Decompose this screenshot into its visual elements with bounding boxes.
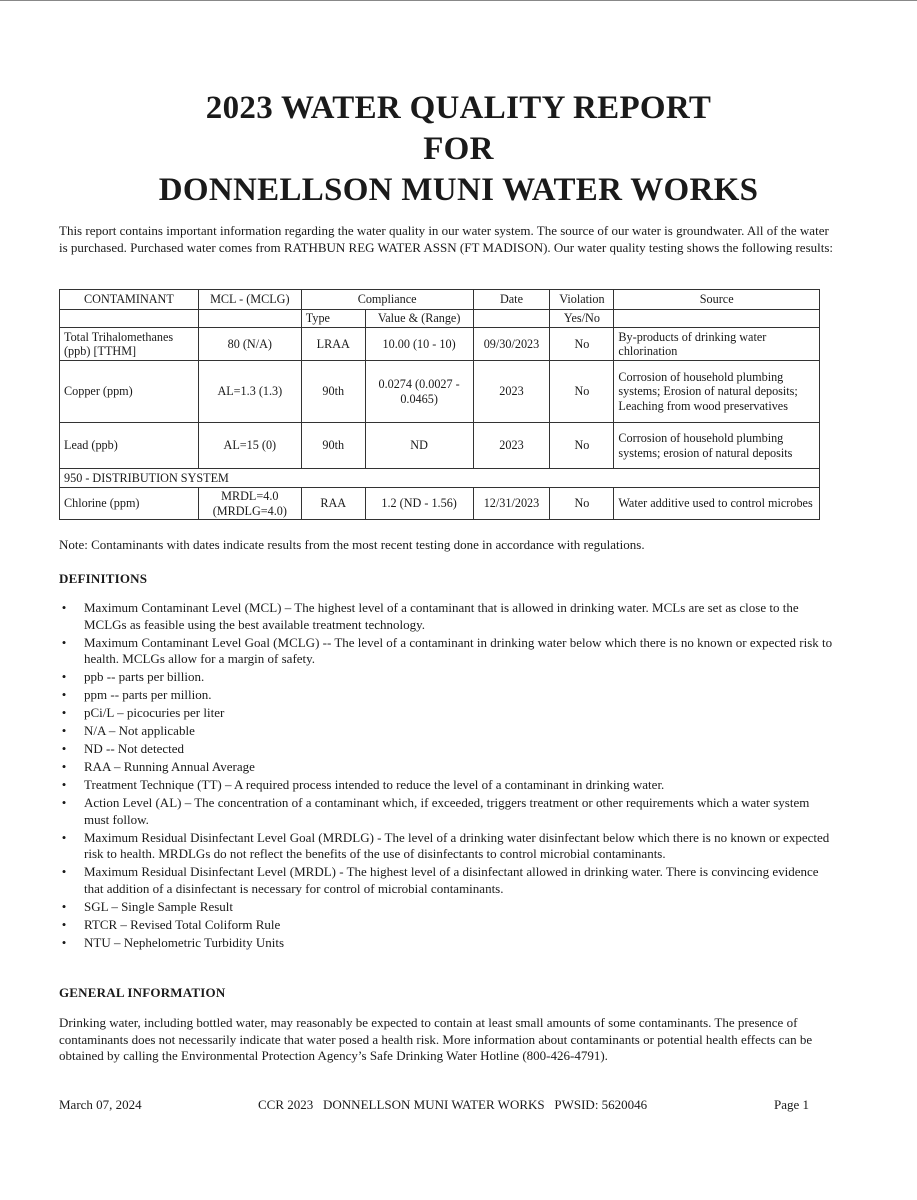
- table-header-row: [60, 290, 820, 310]
- cell-value: ND: [365, 423, 473, 469]
- cell-type: 90th: [301, 423, 365, 469]
- definition-text: N/A – Not applicable: [84, 723, 195, 738]
- list-item: [59, 669, 834, 686]
- subheader-value: Value & (Range): [365, 310, 473, 328]
- report-title-line-3: DONNELLSON MUNI WATER WORKS: [158, 172, 759, 208]
- cell-mcl: MRDL=4.0 (MRDLG=4.0): [198, 488, 301, 520]
- subheader-type: Type: [301, 310, 365, 328]
- bullet-icon: •: [61, 669, 67, 684]
- cell-value: 0.0274 (0.0027 - 0.0465): [365, 361, 473, 423]
- definition-text: ND -- Not detected: [84, 741, 184, 756]
- list-item: [59, 864, 834, 897]
- cell-date: 12/31/2023: [473, 488, 550, 520]
- cell-violation: No: [550, 488, 614, 520]
- definition-text: Maximum Contaminant Level Goal (MCLG) -- The level of a contaminant in drinking water below which there is no known or expected risk to health. MCLGs allow for a margin of safety.: [84, 634, 833, 666]
- cell-violation: No: [550, 361, 614, 423]
- bullet-icon: •: [61, 600, 67, 615]
- footer-page-number: Page 1: [774, 1097, 810, 1112]
- bullet-icon: •: [61, 916, 67, 932]
- definition-text: Maximum Contaminant Level (MCL) – The highest level of a contaminant that is allowed in drinking water. MCLs are set as close to the MCLGs as feasible using the best available treatment technology.: [84, 600, 799, 632]
- table-row: [60, 361, 820, 423]
- definition-text: ppb -- parts per billion.: [84, 669, 205, 684]
- subheader-empty: [60, 310, 199, 328]
- bullet-icon: •: [61, 759, 67, 774]
- report-title-line-1: 2023 WATER QUALITY REPORT: [205, 90, 712, 126]
- cell-source: Corrosion of household plumbing systems; Erosion of natural deposits; Leaching from wood preservatives: [614, 361, 820, 423]
- cell-contaminant: Chlorine (ppm): [60, 488, 199, 520]
- header-date: Date: [473, 290, 550, 310]
- list-item: [59, 899, 834, 916]
- list-item: [59, 795, 834, 828]
- cell-contaminant: Total Trihalomethanes (ppb) [TTHM]: [60, 328, 199, 361]
- list-item: [59, 741, 834, 758]
- subheader-yesno: Yes/No: [550, 310, 614, 328]
- header-compliance: Compliance: [301, 290, 473, 310]
- subheader-empty: [198, 310, 301, 328]
- footer-date: March 07, 2024: [59, 1097, 142, 1112]
- list-item: [59, 917, 834, 934]
- bullet-icon: •: [61, 934, 67, 950]
- report-title-line-2: FOR: [423, 131, 494, 167]
- list-item: [59, 935, 834, 952]
- definition-text: Treatment Technique (TT) – A required process intended to reduce the level of a contaminant in drinking water.: [84, 777, 665, 792]
- bullet-icon: •: [61, 741, 67, 756]
- table-note: Note: Contaminants with dates indicate results from the most recent testing done in accordance with regulations.: [59, 537, 645, 552]
- bullet-icon: •: [61, 829, 67, 845]
- footer-report-id: CCR 2023 DONNELLSON MUNI WATER WORKS PWSID: 5620046: [258, 1097, 648, 1112]
- cell-violation: No: [550, 328, 614, 361]
- bullet-icon: •: [61, 795, 67, 810]
- bullet-icon: •: [61, 864, 67, 879]
- table-section-row: [60, 469, 820, 488]
- list-item: [59, 635, 834, 668]
- cell-date: 09/30/2023: [473, 328, 550, 361]
- bullet-icon: •: [61, 777, 67, 792]
- bullet-icon: •: [61, 723, 67, 738]
- cell-violation: No: [550, 423, 614, 469]
- definition-text: Action Level (AL) – The concentration of a contaminant which, if exceeded, triggers treatment or other requirements which a water system must follow.: [84, 795, 810, 827]
- definitions-heading: DEFINITIONS: [59, 571, 148, 586]
- header-violation: Violation: [550, 290, 614, 310]
- list-item: [59, 687, 834, 704]
- cell-source: Corrosion of household plumbing systems; erosion of natural deposits: [614, 423, 820, 469]
- definitions-list: [59, 600, 834, 953]
- cell-mcl: AL=15 (0): [198, 423, 301, 469]
- definition-text: RTCR – Revised Total Coliform Rule: [84, 916, 281, 932]
- cell-date: 2023: [473, 361, 550, 423]
- cell-type: RAA: [301, 488, 365, 520]
- cell-date: 2023: [473, 423, 550, 469]
- definition-text: NTU – Nephelometric Turbidity Units: [84, 934, 285, 950]
- list-item: [59, 600, 834, 633]
- definition-text: Maximum Residual Disinfectant Level Goal (MRDLG) - The level of a drinking water disinfectant below which there is no known or expected risk to health. MRDLGs do not reflect the benefits of the use of disinfectants to control microbial contaminants.: [84, 829, 830, 861]
- table-row: [60, 423, 820, 469]
- definition-text: RAA – Running Annual Average: [84, 759, 255, 774]
- intro-paragraph: This report contains important information regarding the water quality in our water system. The source of our water is groundwater. All of the water is purchased. Purchased water comes from RATHBUN REG WATER ASSN (FT MADISON). Our water quality testing shows the following results:: [59, 223, 834, 255]
- cell-source: By-products of drinking water chlorination: [614, 328, 820, 361]
- definition-text: SGL – Single Sample Result: [84, 898, 234, 914]
- section-distribution-system: 950 - DISTRIBUTION SYSTEM: [60, 469, 820, 488]
- cell-type: LRAA: [301, 328, 365, 361]
- definition-text: Maximum Residual Disinfectant Level (MRDL) - The highest level of a disinfectant allowed in drinking water. There is convincing evidence that addition of a disinfectant is necessary for control of microbial contaminants.: [84, 864, 819, 896]
- header-source: Source: [614, 290, 820, 310]
- general-information-heading: GENERAL INFORMATION: [59, 985, 226, 1000]
- bullet-icon: •: [61, 898, 67, 914]
- definition-text: pCi/L – picocuries per liter: [84, 705, 225, 720]
- cell-contaminant: Copper (ppm): [60, 361, 199, 423]
- list-item: [59, 830, 834, 863]
- table-row: [60, 488, 820, 520]
- cell-contaminant: Lead (ppb): [60, 423, 199, 469]
- list-item: [59, 759, 834, 776]
- cell-source: Water additive used to control microbes: [614, 488, 820, 520]
- cell-mcl: AL=1.3 (1.3): [198, 361, 301, 423]
- bullet-icon: •: [61, 705, 67, 720]
- list-item: [59, 705, 834, 722]
- scan-edge-line: [0, 0, 917, 1]
- cell-mcl: 80 (N/A): [198, 328, 301, 361]
- header-mcl: MCL - (MCLG): [198, 290, 301, 310]
- header-contaminant: CONTAMINANT: [60, 290, 199, 310]
- list-item: [59, 723, 834, 740]
- subheader-empty: [614, 310, 820, 328]
- bullet-icon: •: [61, 687, 67, 702]
- general-information-text: Drinking water, including bottled water, may reasonably be expected to contain at least small amounts of some contaminants. The presence of contaminants does not necessarily indicate that water posed a health risk. More information about contaminants or potential health effects can be obtained by calling the Environmental Protection Agency’s Safe Drinking Water Hotline (800-426-4791).: [59, 1015, 813, 1063]
- subheader-empty: [473, 310, 550, 328]
- definition-text: ppm -- parts per million.: [84, 687, 212, 702]
- cell-value: 1.2 (ND - 1.56): [365, 488, 473, 520]
- cell-value: 10.00 (10 - 10): [365, 328, 473, 361]
- table-row: [60, 328, 820, 361]
- bullet-icon: •: [61, 634, 67, 650]
- list-item: [59, 777, 834, 794]
- cell-type: 90th: [301, 361, 365, 423]
- table-subheader-row: [60, 310, 820, 328]
- water-quality-table: [59, 289, 820, 520]
